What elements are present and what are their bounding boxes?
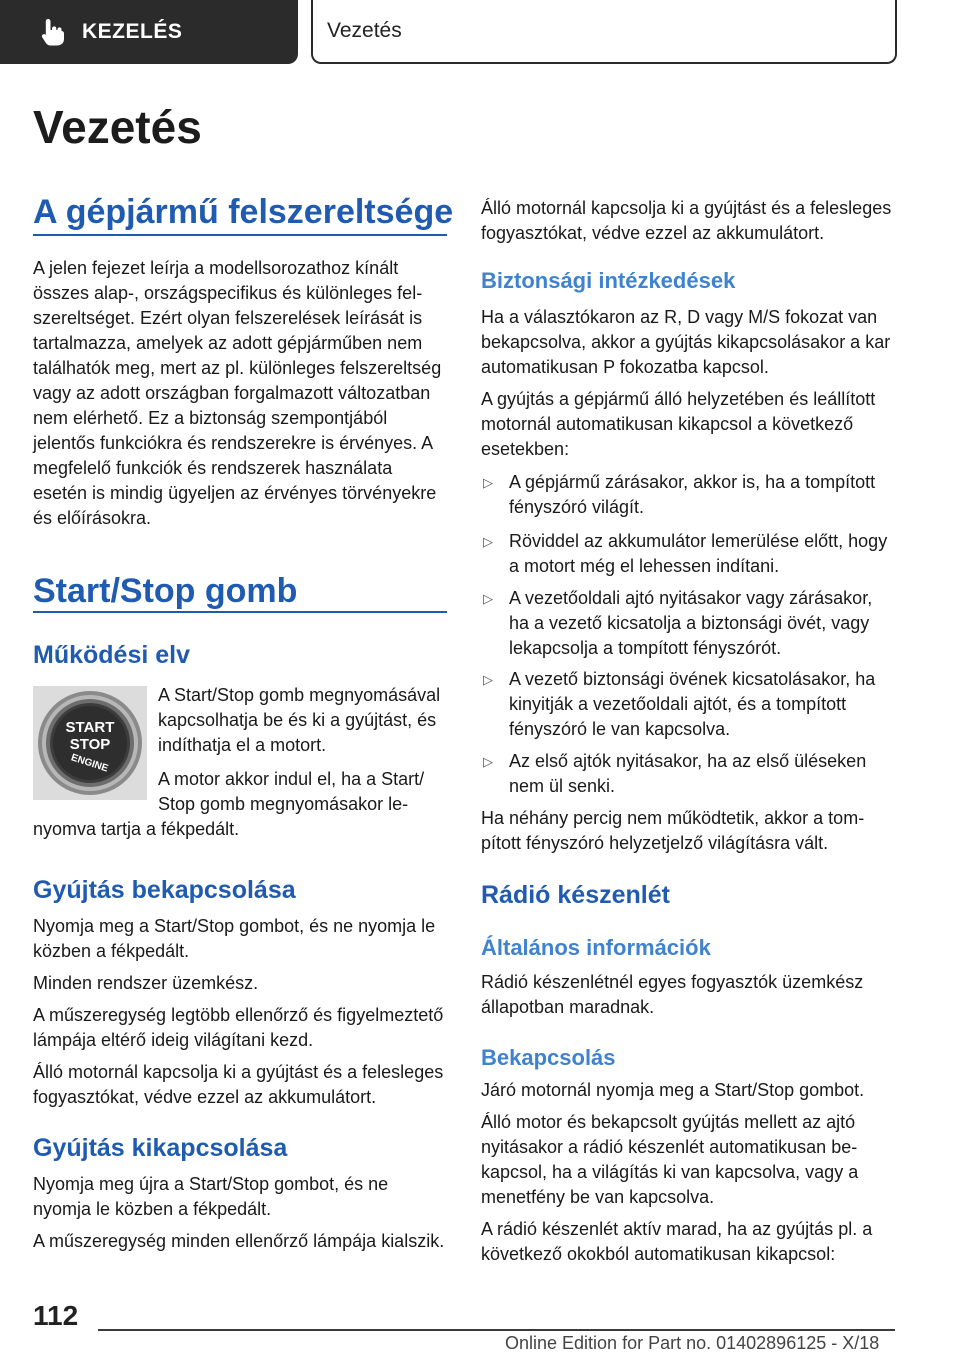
ignition-on-paragraph-2: Minden rendszer üzemkész. xyxy=(33,973,259,993)
principle-paragraph-2b: nyomva tartja a fékpedált. xyxy=(33,819,240,839)
button-image-engine-text: ENGINE xyxy=(69,752,110,775)
list-item: ▷ A vezetőoldali ajtó nyitásakor vagy zárásakor, ha a vezető kicsatolja a biztonsági övét, vagy lekapcsolja a tompított fényszórót. xyxy=(481,586,897,661)
ignition-off-paragraph-1: Nyomja meg újra a Start/Stop gombot, és ne nyomja le közben a fékpedált. xyxy=(33,1174,389,1219)
triangle-bullet-icon: ▷ xyxy=(483,754,493,769)
triangle-bullet-icon: ▷ xyxy=(483,672,493,687)
equipment-paragraph: A jelen fejezet leírja a modellsorozathoz kínált összes alap-, országspecifikus és különleges felszereltséget. Ezért olyan felszerelések leírását is tartalmazza, amelyek az adott gépjárműben nem találhatók meg, mert az pl. különleges felszereltség vagy az adott országban forgalmazott változatban nem elérhető. Ez a biztonság szempontjából jelentős funkciókra és rendszerekre is érvényes. A megfelelő funkciók és rendszerek használata esetén is mindig ügyeljen az érvényes törvényekre és előírásokra. xyxy=(33,258,442,528)
safety-paragraph-1: Ha a választókaron az R, D vagy M/S fokozat van bekapcsolva, akkor a gyújtás kikapcsolásakor a kar automatikusan P fokozatba kapcsol. xyxy=(481,307,891,377)
chapter-tab-label: Vezetés xyxy=(327,19,402,42)
switch-on-paragraph-1: Járó motornál nyomja meg a Start/Stop gombot. xyxy=(481,1080,865,1100)
subsection-title-ignition-on: Gyújtás bekapcsolása xyxy=(33,876,296,904)
safety-paragraph-2: A gyújtás a gépjármű álló helyzetében és leállított motornál automatikusan kikapcsol a következő esetekben: xyxy=(481,389,876,459)
ignition-on-paragraph-3: A műszeregység legtöbb ellenőrző és figyelmeztető lámpája eltérő ideig világítani kezd. xyxy=(33,1005,444,1050)
radio-info-paragraph: Rádió készenlétnél egyes fogyasztók üzemkész állapotban maradnak. xyxy=(481,972,864,1017)
section-tab-label: KEZELÉS xyxy=(82,20,183,43)
triangle-bullet-icon: ▷ xyxy=(483,534,493,549)
list-item: ▷ A gépjármű zárásakor, akkor is, ha a tompított fényszóró világít. xyxy=(481,470,897,520)
footer-rule xyxy=(98,1329,895,1331)
section-title-equipment: A gépjármű felszereltsége xyxy=(33,193,454,231)
list-item: ▷ Az első ajtók nyitásakor, ha az első üléseken nem ül senki. xyxy=(481,749,897,799)
list-item: ▷ A vezető biztonsági övének kicsatolásakor, ha kinyitják a vezetőoldali ajtót, és a tompított fényszóró le van kapcsolva. xyxy=(481,667,897,742)
right-intro-paragraph: Álló motornál kapcsolja ki a gyújtást és a felesleges fogyasztókat, védve ezzel az akkumulátort. xyxy=(481,198,892,243)
page-title: Vezetés xyxy=(33,101,202,153)
subsection-title-ignition-off: Gyújtás kikapcsolása xyxy=(33,1134,288,1162)
chapter-tab[interactable] xyxy=(311,0,897,64)
triangle-bullet-icon: ▷ xyxy=(483,591,493,606)
subsection-title-switch-on: Bekapcsolás xyxy=(481,1045,616,1070)
principle-paragraph-1: A Start/Stop gomb megnyomásával kapcsolhatja be és ki a gyújtást, és indíthatja el a motort. xyxy=(158,685,441,755)
button-image-start-text: START xyxy=(65,719,115,736)
triangle-bullet-icon: ▷ xyxy=(483,475,493,490)
start-stop-button-image xyxy=(33,686,147,800)
footer-edition: Online Edition for Part no. 01402896125 - X/18 xyxy=(505,1333,880,1353)
subsection-title-principle: Működési elv xyxy=(33,641,190,669)
switch-on-paragraph-2: Álló motor és bekapcsolt gyújtás mellett az ajtó nyitásakor a rádió készenlét automatikusan bekapcsol, ha a világítás ki van kapcsolva, vagy a menetfény be van kapcsolva. xyxy=(481,1112,859,1207)
ignition-on-paragraph-4: Álló motornál kapcsolja ki a gyújtást és a felesleges fogyasztókat, védve ezzel az akkumulátort. xyxy=(33,1062,444,1107)
safety-paragraph-3: Ha néhány percig nem működtetik, akkor a tompított fényszóró helyzetjelző világításra vált. xyxy=(481,808,865,853)
principle-paragraph-2a: A motor akkor indul el, ha a Start/ Stop gomb megnyomásakor le- xyxy=(158,769,425,814)
subsection-title-general-info: Általános információk xyxy=(481,935,711,960)
section-rule xyxy=(33,611,447,613)
ignition-off-paragraph-2: A műszeregység minden ellenőrző lámpája kialszik. xyxy=(33,1231,445,1251)
list-item: ▷ Röviddel az akkumulátor lemerülése előtt, hogy a motort még el lehessen indítani. xyxy=(481,529,897,579)
subsection-title-safety: Biztonsági intézkedések xyxy=(481,268,736,293)
section-tab[interactable] xyxy=(0,0,298,64)
section-title-start-stop: Start/Stop gomb xyxy=(33,572,298,610)
button-image-stop-text: STOP xyxy=(69,736,111,753)
subsection-title-radio-standby: Rádió készenlét xyxy=(481,881,670,909)
header-bar xyxy=(0,0,960,66)
switch-on-paragraph-3: A rádió készenlét aktív marad, ha az gyújtás pl. a következő okokból automatikusan kikapcsol: xyxy=(481,1219,873,1264)
page-number: 112 xyxy=(33,1300,79,1331)
hand-pointer-icon xyxy=(40,17,66,47)
section-rule xyxy=(33,234,447,236)
ignition-on-paragraph-1: Nyomja meg a Start/Stop gombot, és ne nyomja le közben a fékpedált. xyxy=(33,916,436,961)
